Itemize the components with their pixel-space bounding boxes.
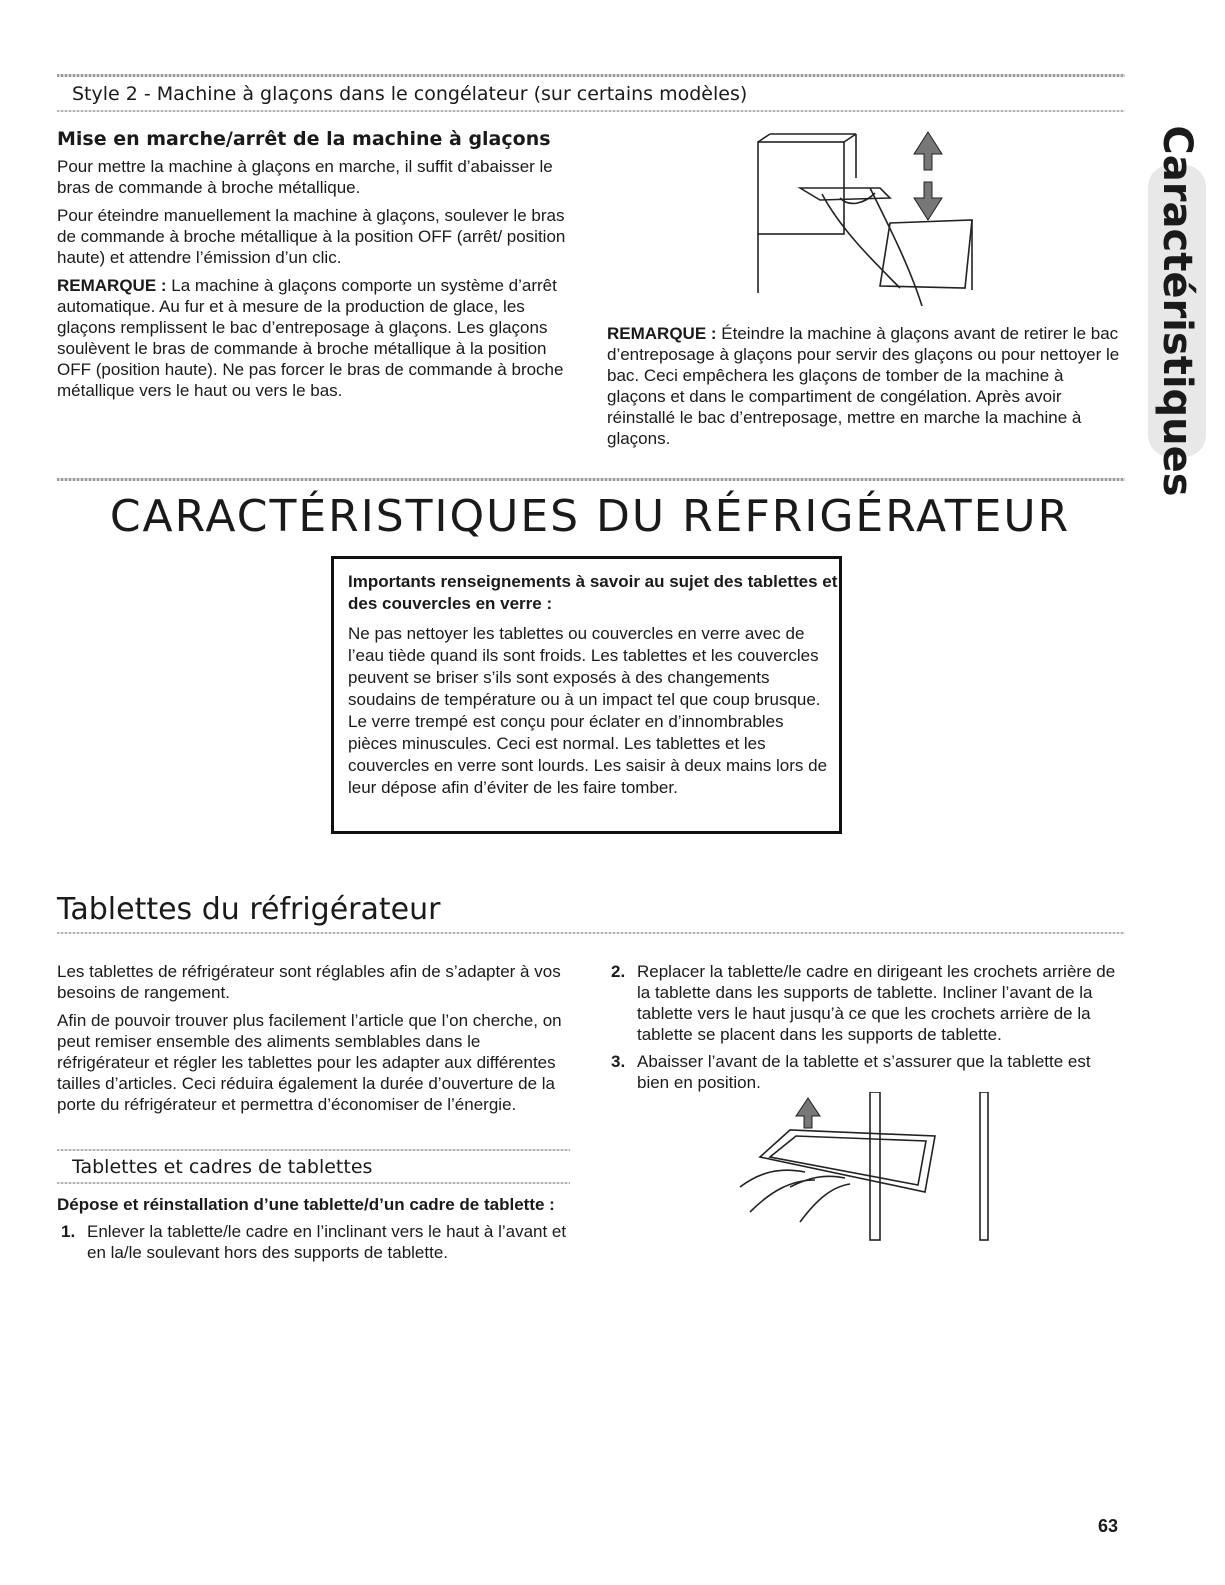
glass-notice-box bbox=[331, 556, 842, 834]
steps-list-left bbox=[57, 1221, 572, 1263]
steps-right bbox=[607, 961, 1122, 1099]
step-3-text: Abaisser l’avant de la tablette et s’assurer que la tablette est bien en position. bbox=[637, 1052, 1091, 1092]
step-3-number: 3. bbox=[611, 1052, 626, 1071]
step-1 bbox=[57, 1221, 572, 1263]
icemaker-right-note-text: Éteindre la machine à glaçons avant de retirer le bac d’entreposage à glaçons pour servir des glaçons ou pour nettoyer le bac. Ceci empêchera les glaçons de tomber de la machine à glaçons et dans le compartiment de congélation. Après avoir réinstallé le bac d’entreposage, mettre en marche la machine à glaçons. bbox=[607, 324, 1120, 448]
icemaker-right-note-para bbox=[607, 323, 1122, 449]
step-2-text: Replacer la tablette/le cadre en dirigeant les crochets arrière de la tablette dans les supports de tablette. Incliner l’avant de la tablette vers le haut jusqu’à ce que les crochets arrière de la tablette se placent dans les supports de tablette. bbox=[637, 962, 1116, 1044]
shelves-rule bbox=[57, 932, 1125, 934]
subheading-rule-top bbox=[57, 1149, 570, 1151]
procedure-title: Dépose et réinstallation d’une tablette/d’un cadre de tablette : bbox=[57, 1195, 555, 1214]
step-2-number: 2. bbox=[611, 962, 626, 981]
shelf-illustration bbox=[730, 1092, 1000, 1242]
style2-header: Style 2 - Machine à glaçons dans le congélateur (sur certains modèles) bbox=[72, 83, 748, 105]
up-arrow-icon bbox=[796, 1098, 820, 1128]
step-1-text: Enlever la tablette/le cadre en l’inclinant vers le haut à l’avant et en la/le soulevant hors des supports de tablette. bbox=[87, 1222, 567, 1262]
icemaker-text bbox=[57, 156, 572, 408]
shelves-para-1: Les tablettes de réfrigérateur sont réglables afin de s’adapter à vos besoins de rangement. bbox=[57, 962, 561, 1002]
shelves-para-2: Afin de pouvoir trouver plus facilement l’article que l’on cherche, on peut remiser ensemble des aliments semblables dans le réfrigérateur et régler les tablettes pour les adapter aux différentes tailles d’articles. Ceci réduira également la durée d’ouverture de la porte du réfrigérateur et permettra d’économiser de l’énergie. bbox=[57, 1011, 562, 1114]
icemaker-right-note-label: REMARQUE : bbox=[607, 324, 717, 343]
section-rule bbox=[57, 478, 1125, 481]
up-down-arrow-icon bbox=[914, 132, 942, 220]
subheading-rule-bottom bbox=[57, 1182, 570, 1184]
shelves-heading: Tablettes du réfrigérateur bbox=[57, 892, 441, 927]
icemaker-note-text: La machine à glaçons comporte un système d’arrêt automatique. Au fur et à mesure de la production de glace, les glaçons remplissent le bac d’entreposage à glaçons. Les glaçons soulèvent le bras de commande à broche métallique à la position OFF (position haute). Ne pas forcer le bras de commande à broche métallique vers le haut ou vers le bas. bbox=[57, 276, 564, 400]
step-1-number: 1. bbox=[61, 1222, 76, 1241]
step-2 bbox=[607, 961, 1122, 1045]
main-title: CARACTÉRISTIQUES DU RÉFRIGÉRATEUR bbox=[109, 491, 1071, 542]
icemaker-right-note bbox=[607, 323, 1122, 456]
top-rule bbox=[57, 74, 1125, 77]
icemaker-note-label: REMARQUE : bbox=[57, 276, 167, 295]
header-underline bbox=[57, 110, 1125, 112]
shelves-intro bbox=[57, 961, 567, 1122]
icemaker-heading: Mise en marche/arrêt de la machine à glaçons bbox=[57, 128, 551, 150]
procedure-block bbox=[57, 1194, 572, 1269]
page-number: 63 bbox=[1098, 1516, 1119, 1536]
steps-list-right bbox=[607, 961, 1122, 1093]
side-tab-label: Caractéristiques bbox=[1154, 125, 1200, 497]
step-3 bbox=[607, 1051, 1122, 1093]
icemaker-note bbox=[57, 275, 572, 401]
notice-body: Ne pas nettoyer les tablettes ou couvercles en verre avec de l’eau tiède quand ils sont froids. Les tablettes et les couvercles peuvent se briser s’ils sont exposés à des changements soudains de température ou à un impact tel que coup brusque. Le verre trempé est conçu pour éclater en d’innombrables pièces minuscules. Ceci est normal. Les tablettes et les couvercles en verre sont lourds. Les saisir à deux mains lors de leur dépose afin d’éviter de les faire tomber. bbox=[348, 624, 828, 797]
icemaker-para-2: Pour éteindre manuellement la machine à glaçons, soulever le bras de commande à broche métallique à la position OFF (arrêt/ position haute) et attendre l’émission d’un clic. bbox=[57, 206, 566, 267]
icemaker-para-1: Pour mettre la machine à glaçons en marche, il suffit d’abaisser le bras de commande à broche métallique. bbox=[57, 157, 553, 197]
notice-title: Importants renseignements à savoir au sujet des tablettes et des couvercles en verre : bbox=[348, 572, 838, 613]
shelves-subheading: Tablettes et cadres de tablettes bbox=[72, 1156, 373, 1178]
icemaker-illustration bbox=[740, 128, 990, 328]
